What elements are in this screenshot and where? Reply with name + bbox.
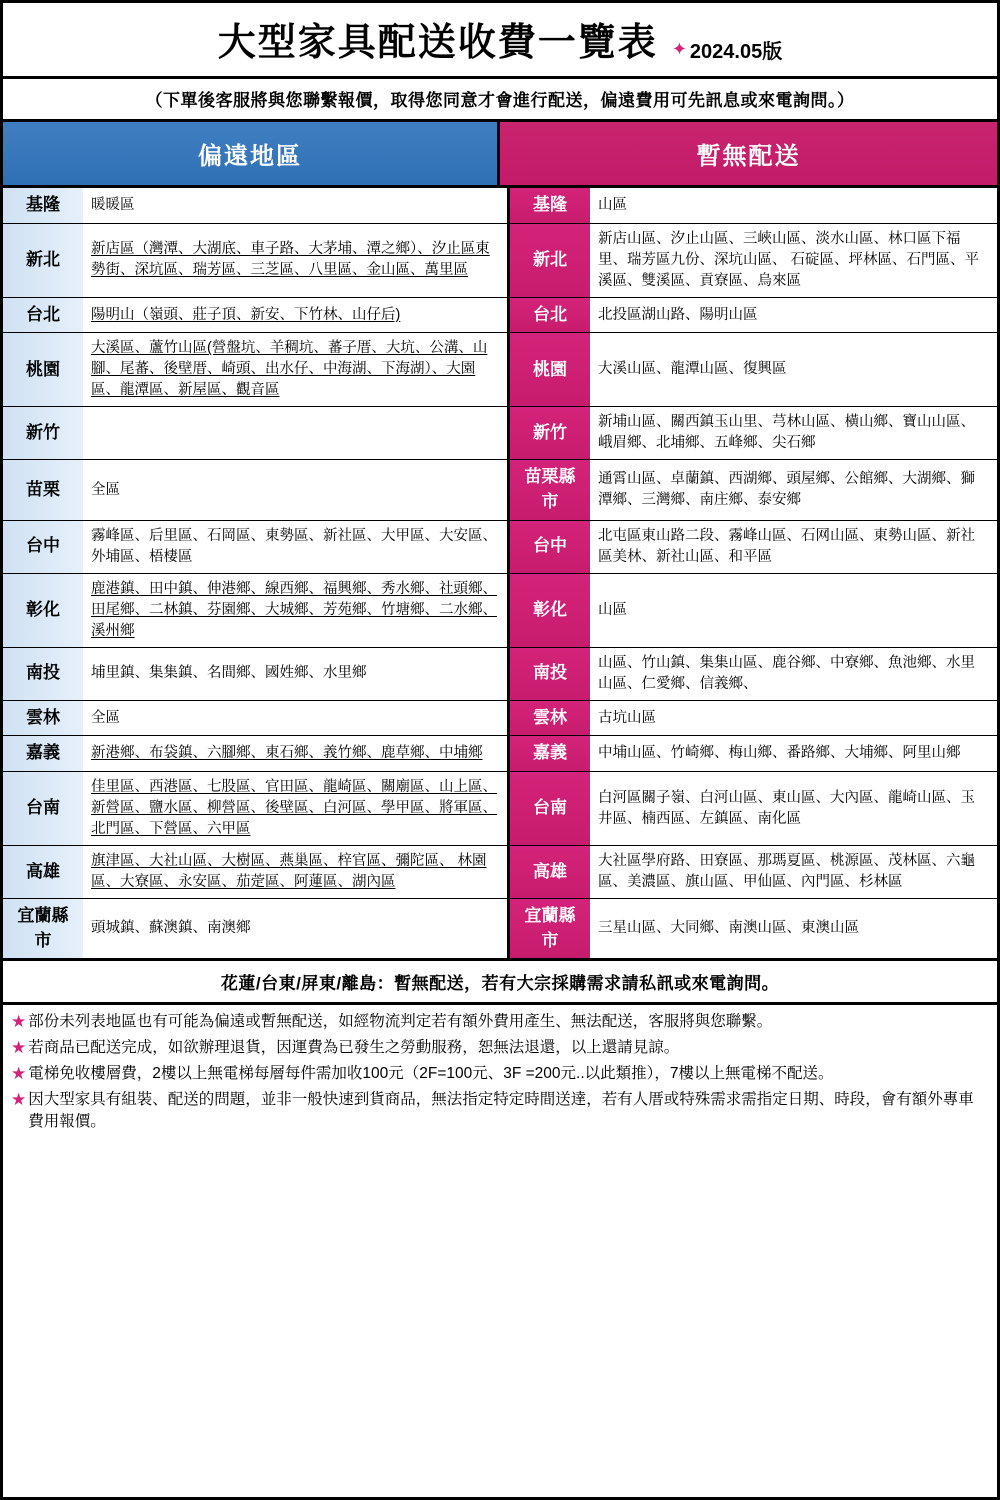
version-badge xyxy=(672,35,782,64)
column-headers xyxy=(3,122,997,188)
no-delivery-areas: 通霄山區、卓蘭鎮、西湖鄉、頭屋鄉、公館鄉、大湖鄉、獅潭鄉、三灣鄉、南庄鄉、泰安鄉 xyxy=(598,471,975,509)
table-row xyxy=(3,333,997,407)
region-label-none: 宜蘭縣市 xyxy=(510,899,590,958)
region-label-none: 彰化 xyxy=(510,574,590,647)
no-delivery-areas: 新埔山區、關西鎮玉山里、芎林山區、橫山鄉、寶山山區、峨眉鄉、北埔鄉、五峰鄉、尖石鄉 xyxy=(598,414,975,452)
table-row xyxy=(3,460,997,520)
footnote-text: 因大型家具有組裝、配送的問題，並非一般快速到貨商品，無法指定特定時間送達，若有人厝或特殊需求需指定日期、時段，會有額外專車費用報價。 xyxy=(28,1091,974,1131)
region-label-none: 南投 xyxy=(510,648,590,700)
region-label-none: 新竹 xyxy=(510,407,590,459)
region-label-remote: 台北 xyxy=(3,298,83,333)
diamond-icon: ✦ xyxy=(671,39,687,59)
remote-areas: 新店區（灣潭、大湖底、車子路、大茅埔、潭之鄉）、汐止區東勢街、深坑區、瑞芳區、三芝區、八里區、金山區、萬里區 xyxy=(91,241,490,279)
star-icon: ★ xyxy=(11,1090,27,1110)
region-label-remote: 南投 xyxy=(3,648,83,700)
no-delivery-areas: 大社區學府路、田寮區、那瑪夏區、桃源區、茂林區、六龜區、美濃區、旗山區、甲仙區、內門區、杉林區 xyxy=(598,853,975,891)
region-label-none: 雲林 xyxy=(510,701,590,736)
table-row xyxy=(3,574,997,648)
table-row xyxy=(3,188,997,224)
no-delivery-areas: 古坑山區 xyxy=(598,709,656,726)
no-delivery-areas: 山區 xyxy=(598,196,627,213)
table-row xyxy=(3,224,997,298)
list-item xyxy=(11,1011,987,1034)
remote-areas: 大溪區、蘆竹山區(營盤坑、羊稠坑、蕃子厝、大坑、公溝、山腳、尾蕃、後壁厝、崎頭、出水仔、中海湖、下海湖）、大園區、龍潭區、新屋區、觀音區 xyxy=(91,340,488,399)
star-icon: ★ xyxy=(11,1064,27,1084)
no-delivery-areas: 中埔山區、竹崎鄉、梅山鄉、番路鄉、大埔鄉、阿里山鄉 xyxy=(598,745,961,762)
no-delivery-areas: 白河區關子嶺、白河山區、東山區、大內區、龍崎山區、玉井區、楠西區、左鎮區、南化區 xyxy=(598,789,975,827)
notice-text: （下單後客服將與您聯繫報價，取得您同意才會進行配送，偏遠費用可先訊息或來電詢問。） xyxy=(3,79,997,122)
list-item xyxy=(11,1089,987,1133)
no-delivery-areas: 山區 xyxy=(598,601,627,618)
page-title: 大型家具配送收費一覽表 xyxy=(217,22,658,64)
table-row xyxy=(3,772,997,846)
region-label-remote: 新竹 xyxy=(3,407,83,459)
remote-areas: 全區 xyxy=(91,709,120,726)
table-row xyxy=(3,521,997,574)
table-row xyxy=(3,846,997,899)
column-header-none: 暫無配送 xyxy=(500,122,997,185)
remote-areas: 埔里鎮、集集鎮、名間鄉、國姓鄉、水里鄉 xyxy=(91,665,367,682)
region-label-none: 桃園 xyxy=(510,333,590,406)
region-label-none: 嘉義 xyxy=(510,736,590,771)
remote-areas xyxy=(83,407,507,459)
column-header-remote: 偏遠地區 xyxy=(3,122,500,185)
regions-table xyxy=(3,188,997,961)
island-note: 花蓮/台東/屏東/離島：暫無配送，若有大宗採購需求請私訊或來電詢問。 xyxy=(3,961,997,1005)
region-label-remote: 宜蘭縣市 xyxy=(3,899,83,958)
region-label-remote: 雲林 xyxy=(3,701,83,736)
region-label-none: 新北 xyxy=(510,224,590,297)
region-label-none: 台北 xyxy=(510,298,590,333)
region-label-remote: 彰化 xyxy=(3,574,83,647)
region-label-remote: 基隆 xyxy=(3,188,83,223)
region-label-remote: 台南 xyxy=(3,772,83,845)
remote-areas: 佳里區、西港區、七股區、官田區、龍崎區、關廟區、山上區、新營區、鹽水區、柳營區、後壁區、白河區、學甲區、將軍區、北門區、下營區、六甲區 xyxy=(91,779,497,838)
region-label-none: 台中 xyxy=(510,521,590,573)
region-label-none: 基隆 xyxy=(510,188,590,223)
table-row xyxy=(3,407,997,460)
region-label-remote: 桃園 xyxy=(3,333,83,406)
table-row xyxy=(3,648,997,701)
no-delivery-areas: 大溪山區、龍潭山區、復興區 xyxy=(598,361,787,378)
region-label-none: 高雄 xyxy=(510,846,590,898)
list-item xyxy=(11,1037,987,1060)
no-delivery-areas: 新店山區、汐止山區、三峽山區、淡水山區、林口區下福里、瑞芳區九份、深坑山區、 石碇區、坪林區、石門區、平溪區、雙溪區、貢寮區、烏來區 xyxy=(598,230,980,289)
remote-areas: 旗津區、大社山區、大樹區、燕巢區、梓官區、彌陀區、 林園區、大寮區、永安區、茄萣區、阿蓮區、湖內區 xyxy=(91,853,487,891)
no-delivery-areas: 北投區湖山路、陽明山區 xyxy=(598,306,758,323)
region-label-none: 苗栗縣市 xyxy=(510,460,590,519)
version-label: 2024.05版 xyxy=(689,40,783,63)
footnote-text: 部份未列表地區也有可能為偏遠或暫無配送，如經物流判定若有額外費用產生、無法配送，客服將與您聯繫。 xyxy=(28,1013,773,1031)
remote-areas: 陽明山（嶺頭、莊子頂、新安、下竹林、山仔后) xyxy=(91,306,401,323)
no-delivery-areas: 山區、竹山鎮、集集山區、鹿谷鄉、中寮鄉、魚池鄉、水里山區、仁愛鄉、信義鄉、 xyxy=(598,654,975,692)
table-row xyxy=(3,701,997,737)
region-label-none: 台南 xyxy=(510,772,590,845)
no-delivery-areas: 三星山區、大同鄉、南澳山區、東澳山區 xyxy=(598,920,859,937)
star-icon: ★ xyxy=(11,1038,27,1058)
list-item xyxy=(11,1063,987,1086)
remote-areas: 暖暖區 xyxy=(91,196,135,213)
region-label-remote: 新北 xyxy=(3,224,83,297)
remote-areas: 頭城鎮、蘇澳鎮、南澳鄉 xyxy=(91,920,251,937)
region-label-remote: 嘉義 xyxy=(3,736,83,771)
table-row xyxy=(3,736,997,772)
star-icon: ★ xyxy=(11,1012,27,1032)
page-header xyxy=(3,3,997,79)
table-row xyxy=(3,899,997,958)
footnotes xyxy=(3,1005,997,1497)
region-label-remote: 高雄 xyxy=(3,846,83,898)
remote-areas: 鹿港鎮、田中鎮、伸港鄉、線西鄉、福興鄉、秀水鄉、社頭鄉、田尾鄉、二林鎮、芬園鄉、大城鄉、芳苑鄉、竹塘鄉、二水鄉、溪州鄉 xyxy=(91,580,497,639)
remote-areas: 全區 xyxy=(91,481,120,498)
remote-areas: 霧峰區、后里區、石岡區、東勢區、新社區、大甲區、大安區、外埔區、梧棲區 xyxy=(91,527,497,565)
footnote-text: 若商品已配送完成，如欲辦理退貨，因運費為已發生之勞動服務，恕無法退還，以上還請見諒。 xyxy=(28,1039,680,1057)
remote-areas: 新港鄉、布袋鎮、六腳鄉、東石鄉、義竹鄉、鹿草鄉、中埔鄉 xyxy=(91,745,483,762)
no-delivery-areas: 北屯區東山路二段、霧峰山區、石网山區、東勢山區、新社區美林、新社山區、和平區 xyxy=(598,527,975,565)
footnote-text: 電梯免收樓層費，2樓以上無電梯每層每件需加收100元（2F=100元、3F =200元..以此類推），7樓以上無電梯不配送。 xyxy=(28,1065,834,1083)
table-row xyxy=(3,298,997,334)
region-label-remote: 台中 xyxy=(3,521,83,573)
region-label-remote: 苗栗 xyxy=(3,460,83,519)
